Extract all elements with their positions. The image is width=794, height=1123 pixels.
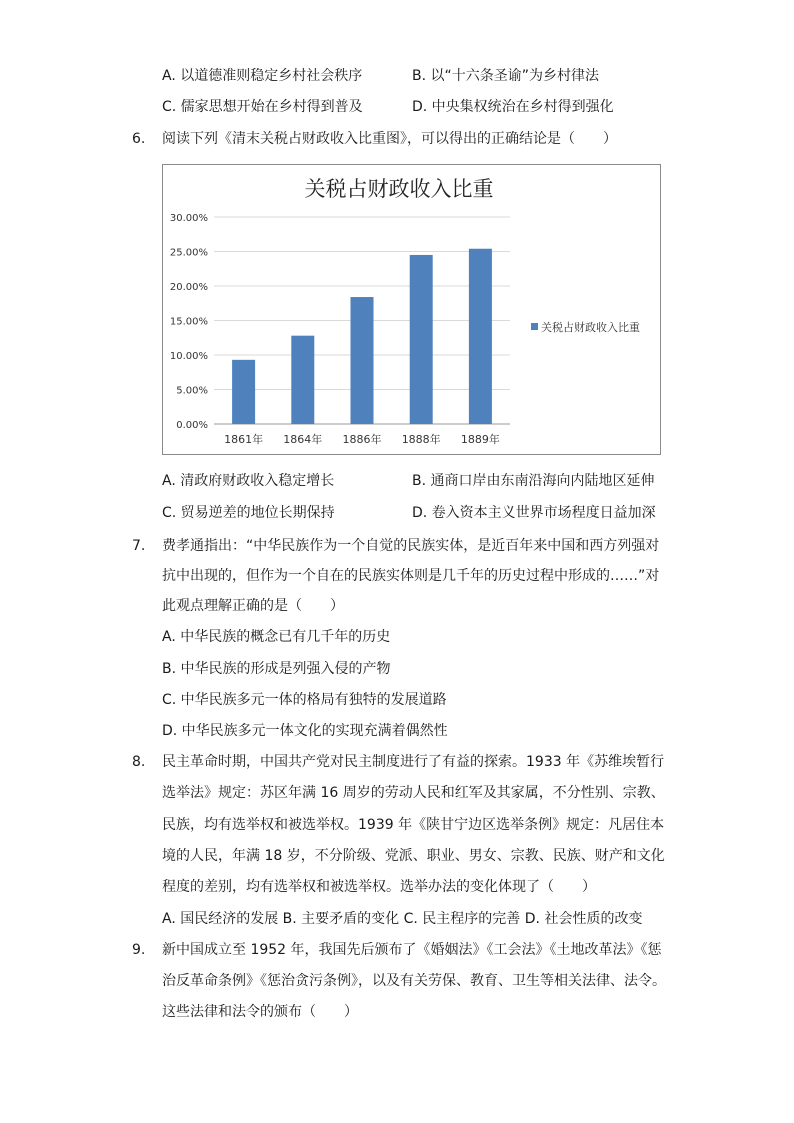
q7-option-b: B. 中华民族的形成是列强入侵的产物 [162,661,391,677]
chart-bars [232,249,492,424]
chart-bar [469,249,492,424]
chart-y-tick-label: 30.00% [169,213,208,224]
chart-legend [531,320,640,334]
q8-options: A. 国民经济的发展 B. 主要矛盾的变化 C. 民主程序的完善 D. 社会性质的改变 [162,911,643,927]
question-9-line-1: 新中国成立至 1952 年，我国先后颁布了《婚姻法》《工会法》《土地改革法》《惩 [162,942,662,958]
question-8-line-4: 境的人民，年满 18 岁，不分阶级、党派、职业、男女、宗教、民族、财产和文化 [162,848,665,864]
question-6-number: 6. [132,131,146,147]
q5-option-a: A. 以道德准则稳定乡村社会秩序 [162,68,363,84]
question-9-line-2: 治反革命条例》《惩治贪污条例》，以及有关劳保、教育、卫生等相关法律、法令。 [162,973,666,989]
chart-y-tick-label: 20.00% [169,282,208,293]
chart-bar [351,297,374,424]
chart-x-tick-label: 1888年 [401,433,441,446]
question-7-number: 7. [132,538,146,554]
q6-option-c: C. 贸易逆差的地位长期保持 [162,505,335,521]
chart-x-tick-label: 1861年 [224,433,264,446]
chart-x-tick-label: 1886年 [342,433,382,446]
q7-option-a: A. 中华民族的概念已有几千年的历史 [162,629,391,645]
question-7-line-2: 抗中出现的，但作为一个自在的民族实体则是几千年的历史过程中形成的……”对 [162,568,660,584]
tariff-chart [162,164,661,455]
chart-bar [291,336,314,424]
question-8-line-5: 程度的差别，均有选举权和被选举权。选举办法的变化体现了（ ） [162,879,596,895]
chart-x-tick-label: 1889年 [460,433,500,446]
chart-y-tick-label: 25.00% [169,247,208,259]
q7-option-c: C. 中华民族多元一体的格局有独特的发展道路 [162,692,447,708]
chart-y-ticks [170,213,208,431]
question-7-line-1: 费孝通指出：“中华民族作为一个自觉的民族实体，是近百年来中国和西方列强对 [162,538,660,554]
chart-y-tick-label: 10.00% [169,351,208,362]
question-9-line-3: 这些法律和法令的颁布（ ） [162,1004,358,1020]
q5-option-d: D. 中央集权统治在乡村得到强化 [412,99,614,115]
chart-x-ticks [224,432,500,446]
chart-y-tick-label: 15.00% [169,316,208,328]
chart-legend-swatch [531,323,538,330]
question-8-line-1: 民主革命时期，中国共产党对民主制度进行了有益的探索。1933 年《苏维埃暂行 [162,754,665,770]
question-8-line-2: 选举法》规定：苏区年满 16 周岁的劳动人民和红军及其家属，不分性别、宗教、 [162,785,665,801]
chart-title: 关税占财政收入比重 [304,177,494,201]
chart-legend-label: 关税占财政收入比重 [541,321,640,334]
chart-y-tick-label: 5.00% [176,385,208,397]
q5-option-b: B. 以“十六条圣谕”为乡村律法 [412,68,600,84]
q6-option-a: A. 清政府财政收入稳定增长 [162,473,335,489]
chart-y-tick-label: 0.00% [176,420,208,431]
q7-option-d: D. 中华民族多元一体文化的实现充满着偶然性 [162,723,448,739]
chart-bar [410,255,433,424]
chart-x-tick-label: 1864年 [283,433,323,446]
q6-option-d: D. 卷入资本主义世界市场程度日益加深 [412,505,656,521]
question-9-number: 9. [132,942,146,958]
q5-option-c: C. 儒家思想开始在乡村得到普及 [162,99,363,115]
question-8-number: 8. [132,754,146,770]
chart-bar [232,360,255,424]
question-8-line-3: 民族，均有选举权和被选举权。1939 年《陕甘宁边区选举条例》规定：凡居住本 [162,817,665,833]
question-7-line-3: 此观点理解正确的是（ ） [162,598,344,614]
question-6-stem: 阅读下列《清末关税占财政收入比重图》，可以得出的正确结论是（ ） [162,131,617,147]
q6-option-b: B. 通商口岸由东南沿海向内陆地区延伸 [412,473,655,489]
tariff-bar-chart-svg [163,165,660,454]
